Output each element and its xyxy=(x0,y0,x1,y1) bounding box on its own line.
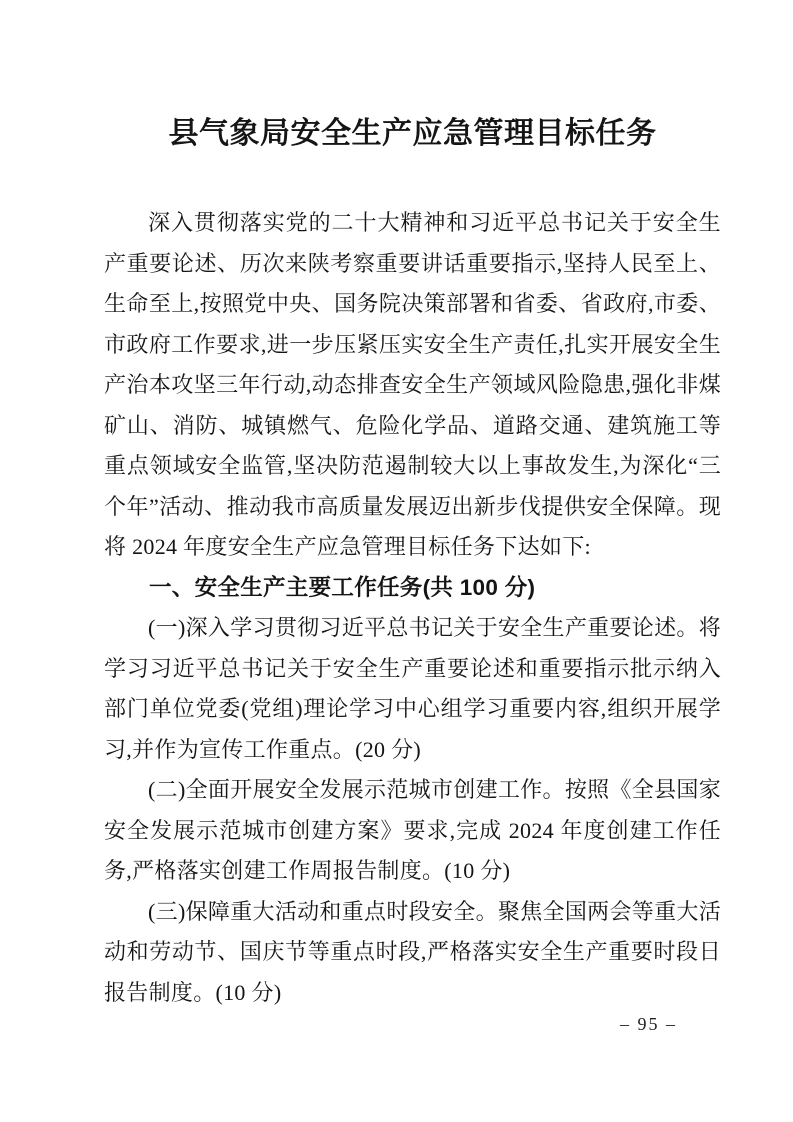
intro-paragraph: 深入贯彻落实党的二十大精神和习近平总书记关于安全生产重要论述、历次来陕考察重要讲话重要指示,坚持人民至上、生命至上,按照党中央、国务院决策部署和省委、省政府,市委、市政府工作要求,进一步压紧压实安全生产责任,扎实开展安全生产治本攻坚三年行动,动态排查安全生产领域风险隐患,强化非煤矿山、消防、城镇燃气、危险化学品、道路交通、建筑施工等重点领域安全监管,坚决防范遏制较大以上事故发生,为深化“三个年”活动、推动我市高质量发展迈出新步伐提供安全保障。现将 2024 年度安全生产应急管理目标任务下达如下: xyxy=(104,210,721,559)
section-1-heading: 一、安全生产主要工作任务(共 100 分) xyxy=(149,574,536,600)
document-content xyxy=(104,0,721,1013)
task-item-2: (二)全面开展安全发展示范城市创建工作。按照《全县国家安全发展示范城市创建方案》要求,完成 2024 年度创建工作任务,严格落实创建工作周报告制度。(10 分) xyxy=(104,777,721,883)
page-number: – 95 – xyxy=(620,1014,677,1034)
task-item-3: (三)保障重大活动和重点时段安全。聚焦全国两会等重大活动和劳动节、国庆节等重点时段,严格落实安全生产重要时段日报告制度。(10 分) xyxy=(104,898,721,1005)
document-title: 县气象局安全生产应急管理目标任务 xyxy=(168,117,657,150)
task-item-1: (一)深入学习贯彻习近平总书记关于安全生产重要论述。将学习习近平总书记关于安全生产重要论述和重要指示批示纳入部门单位党委(党组)理论学习中心组学习重要内容,组织开展学习,并作为宣传工作重点。(20 分) xyxy=(104,615,721,762)
